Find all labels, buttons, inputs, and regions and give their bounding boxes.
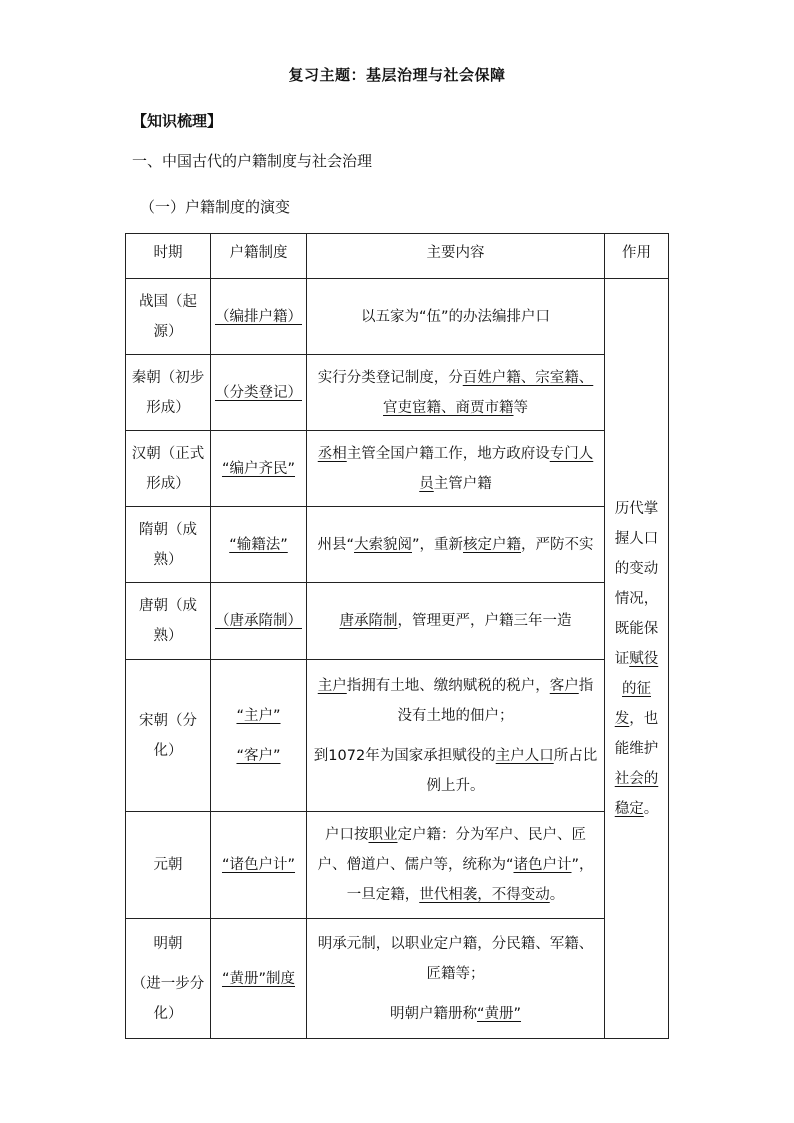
content-cell: [307, 812, 605, 919]
page-title: 复习主题：基层治理与社会保障: [288, 66, 506, 84]
system-text: （编排户籍）: [215, 308, 302, 325]
period-cell: [126, 919, 211, 1039]
system-text: “黄册”制度: [221, 970, 296, 987]
period-cell: 元朝: [126, 812, 211, 919]
content-cell: [307, 507, 605, 583]
content-cell: [307, 355, 605, 431]
section-label: 【知识梳理】: [132, 112, 223, 130]
table-row: [126, 660, 669, 812]
content-cell: 以五家为“伍”的办法编排户口: [307, 279, 605, 355]
content-text: 指没有土地的佃户；: [397, 677, 594, 724]
content-cell: [307, 919, 605, 1039]
system-cell: [211, 660, 307, 812]
effect-text: ，也能维护: [614, 710, 659, 757]
content-text: ”，重新: [412, 536, 464, 553]
effect-underlined: 赋役的征发: [614, 650, 659, 727]
system-text: （唐承隋制）: [215, 613, 302, 629]
system-cell: [211, 583, 307, 660]
content-underlined: 诸色户计: [513, 857, 572, 873]
system-text: “诸色户计”: [221, 857, 296, 873]
table-row: [126, 279, 669, 355]
content-text: 州县“: [317, 536, 354, 553]
content-text: 。: [549, 887, 565, 903]
content-text: ，严防不实: [521, 536, 594, 553]
table-row: [126, 355, 669, 431]
content-underlined: 专门人员: [419, 445, 594, 492]
content-cell: [307, 583, 605, 660]
content-text: 定户籍：分为军户、民户、匠户、僧道户、儒户等，统称为“: [317, 827, 586, 873]
table-row: [126, 431, 669, 507]
period-cell: 汉朝（正式形成）: [126, 431, 211, 507]
content-underlined: 大索貌阅: [354, 536, 412, 553]
content-cell: [307, 431, 605, 507]
content-text: ”，一旦定籍，: [346, 857, 594, 903]
content-text: 明朝户籍册称: [389, 1005, 477, 1022]
period-text: 明朝: [153, 935, 183, 952]
system-text: “输籍法”: [229, 536, 288, 553]
period-cell: 隋朝（成熟）: [126, 507, 211, 583]
period-cell: 秦朝（初步形成）: [126, 355, 211, 431]
system-cell: [211, 812, 307, 919]
household-registration-table: [125, 233, 669, 1039]
content-text: 等: [513, 399, 528, 416]
effect-text: 。: [643, 800, 659, 817]
content-text: 到1072年为国家承担赋役的: [313, 747, 496, 764]
table-row: [126, 507, 669, 583]
system-cell: [211, 431, 307, 507]
period-cell: 唐朝（成熟）: [126, 583, 211, 660]
content-underlined: 百姓户籍、宗室籍、官吏宦籍、商贾市籍: [383, 369, 594, 416]
content-underlined: 唐承隋制: [339, 613, 398, 629]
system-cell: [211, 919, 307, 1039]
table-row: [126, 812, 669, 919]
system-cell: [211, 507, 307, 583]
content-text: 主管户籍: [433, 475, 492, 492]
system-cell: [211, 279, 307, 355]
table-row: [126, 583, 669, 660]
content-text: ，管理更严，户籍三年一造: [397, 613, 572, 629]
table-row: [126, 919, 669, 1039]
heading-level-1: 一、中国古代的户籍制度与社会治理: [132, 152, 373, 170]
header-content: 主要内容: [307, 234, 605, 279]
header-effect: 作用: [605, 234, 669, 279]
content-text: 主管全国户籍工作，地方政府设: [346, 445, 550, 462]
content-underlined: “黄册”: [476, 1005, 522, 1022]
system-text: “主户”: [236, 707, 281, 724]
content-text: 指拥有土地、缴纳赋税的税户，: [346, 677, 550, 694]
effect-text: 历代掌握人口的变动情况，既能保证: [614, 500, 659, 667]
system-text: “客户”: [236, 747, 281, 764]
header-period: 时期: [126, 234, 211, 279]
content-text: 户口按: [325, 827, 369, 843]
period-cell: 宋朝（分化）: [126, 660, 211, 812]
content-underlined: 丞相: [317, 445, 347, 462]
system-text: （分类登记）: [215, 384, 302, 401]
content-text: 明承元制，以职业定户籍，分民籍、军籍、匠籍等；: [317, 935, 594, 982]
content-underlined: 职业: [368, 827, 398, 843]
content-underlined: 世代相袭，不得变动: [419, 887, 550, 903]
content-cell: [307, 660, 605, 812]
content-underlined: 主户人口: [495, 747, 554, 764]
heading-level-2: （一）户籍制度的演变: [140, 198, 291, 216]
content-underlined: 核定户籍: [463, 536, 522, 553]
content-underlined: 客户: [549, 677, 579, 694]
table-header-row: [126, 234, 669, 279]
effect-cell: [605, 279, 669, 1039]
effect-underlined: 社会的稳定: [614, 770, 659, 817]
system-cell: [211, 355, 307, 431]
content-underlined: 主户: [317, 677, 347, 694]
period-cell: 战国（起源）: [126, 279, 211, 355]
content-text: 实行分类登记制度，分: [317, 369, 463, 386]
header-system: 户籍制度: [211, 234, 307, 279]
system-text: “编户齐民”: [221, 460, 296, 477]
content-text: 所占比例上升。: [426, 747, 598, 794]
period-text: （进一步分化）: [131, 975, 205, 1022]
